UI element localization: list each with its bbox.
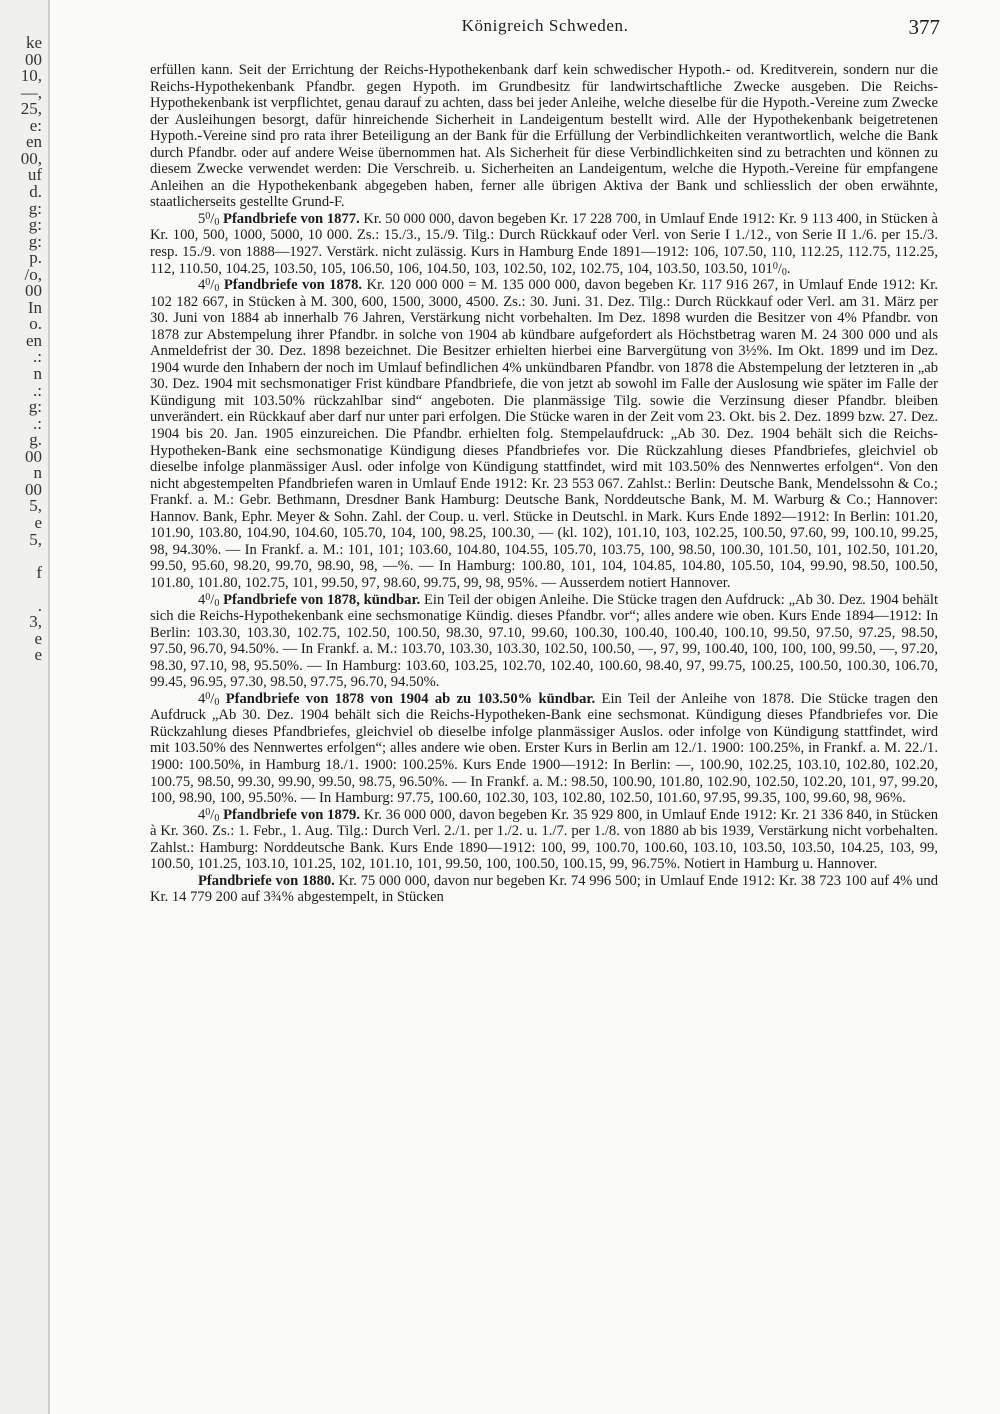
margin-fragment: n bbox=[33, 364, 42, 383]
entry-pfandbriefe-1879 bbox=[150, 807, 938, 873]
margin-fragment: p. bbox=[29, 248, 42, 268]
entry-text: Kr. 120 000 000 = M. 135 000 000, davon begeben Kr. 117 916 267, in Umlauf Ende 1912: Kr. 102 182 667, in Stücken à M. 300, 600, 1500, 3000, 4500. Zs.: 30. Juni. 31. Dez. Tilg.: Durch Rückkauf oder Verl. am 31. März per 30. Juni von 1884 ab innerhalb 76 Jahren, Verstärkung nicht vorbehalten. Im Dez. 1898 wurden die Besitzer von 4% Pfandbr. von 1878 zur Abstempelung ihrer Pfandbr. in solche von 1904 ab kündbare aufgefordert als Höchstbetrag waren M. 24 300 000 und als Anmeldefrist der 30. Dez. 1898 bezeichnet. Die Besitzer erhielten hierbei eine Barvergütung von 3½%. Im Okt. 1899 und im Dez. 1904 wurde den Inhabern der noch im Umlauf befindlichen 4% unkündbaren Pfandbr. von 1878 die Abstempelung der letzteren in „ab 30. Dez. 1904 mit sechsmonatiger Frist kündbare Pfandbriefe, die von jetzt ab sowohl im Falle der Auslosung wie später im Falle der Kündigung mit 103.50% rückzahlbar sind“ angeboten. Die planmässige Tilg. sowie die Verzinsung dieser Pfandbr. bleiben unverändert. ein Rückkauf aber darf nur unter pari erfolgen. Die Stücke waren in der Zeit vom 23. Okt. bis 2. Dez. 1899 bzw. 27. Dez. 1904 bis 20. Jan. 1905 einzureichen. Die Pfandbr. erhielten folg. Stempelaufdruck: „Ab 30. Dez. 1904 behält sich die Reichs-Hypotheken-Bank eine sechsmonatige Kündigung dieses Pfandbriefes vor. Die Rückzahlung dieses Pfandbriefes, gleichviel ob dieselbe infolge planmässiger Ausl. oder infolge von Kündigung stattfindet, wird mit 103.50% des Nennwertes erfolgen“. Von den nicht abgestempelten Pfandbriefen waren in Umlauf Ende 1912: Kr. 23 553 067. Zahlst.: Berlin: Deutsche Bank, Mendelssohn & Co.; Frankf. a. M.: Gebr. Bethmann, Dresdner Bank Hamburg: Deutsche Bank, Norddeutsche Bank, M. M. Warburg & Co.; Hannover: Hannov. Bank, Ephr. Meyer & Sohn. Zahl. der Coup. u. verl. Stücke in Deutschl. in Mark. Kurs Ende 1892—1912: In Berlin: 101.20, 101.90, 103.80, 104.90, 104.60, 105.70, 104, 100, 98.25, 100.30, — (kl. 102), 101.10, 103, 102.25, 100.50, 97.60, 99, 100.10, 99.25, 98, 94.30%. — In Frankf. a. M.: 101, 101; 103.60, 104.80, 104.55, 105.70, 103.75, 100, 98.50, 100.30, 101.50, 101, 102.50, 101.20, 99.50, 95.60, 98.20, 99.70, 98.90, 98, —%. — In Hamburg: 100.80, 101, 104, 104.85, 104.80, 105.50, 104, 99.90, 98.50, 100.50, 101.80, 101.80, 102.75, 101, 99.50, 97, 98.60, 99.75, 99, 98, 95%. — Ausserdem notiert Hannover. bbox=[150, 277, 938, 591]
entry-pfandbriefe-1877: $5^0/_0$ Pfandbriefe von 1877. Kr. 50 000 000, davon begeben Kr. 17 228 700, in Umlauf Ende 1912: Kr. 9 113 400, in Stücken à Kr. 100, 500, 1000, 5000, 10 000. Zs.: 15./3., 15./9. Tilg.: Durch Rückkauf oder Verl. von Serie I 1./12., von Serie II 1./6. per 15./3. resp. 15./9. von 1888—1927. Verstärk. nicht zulässig. Kurs in Hamburg Ende 1891—1912: 106, 107.50, 110, 112.25, 112.75, 112.25, 112, 110.50, 104.25, 103.50, 105, 106.50, 106, 104.50, 103, 102.50, 102, 102.75, 104, 103.50, 103.50, $101^0/_0$. bbox=[150, 210, 938, 278]
entry-pfandbriefe-1878-1904 bbox=[150, 691, 938, 807]
margin-fragment: n bbox=[33, 463, 42, 483]
margin-fragment: g: bbox=[28, 198, 42, 218]
margin-fragment: d. bbox=[29, 181, 42, 201]
margin-fragment: g: bbox=[28, 231, 42, 251]
margin-fragment: /o, bbox=[24, 264, 42, 284]
margin-fragment: g: bbox=[28, 397, 42, 417]
margin-fragment: 5, bbox=[29, 529, 42, 549]
margin-fragment: —, bbox=[20, 82, 42, 102]
margin-fragment: uf bbox=[27, 165, 42, 185]
page-header bbox=[150, 16, 940, 42]
margin-fragment: e bbox=[34, 512, 42, 532]
page-body bbox=[150, 62, 938, 906]
margin-fragment: 25, bbox=[20, 99, 42, 119]
entry-heading: Pfandbriefe von 1880. bbox=[198, 872, 335, 889]
entry-heading: Pfandbriefe von 1878 von 1904 ab zu 103.50% kündbar. bbox=[225, 690, 596, 707]
entry-heading: Pfandbriefe von 1879. bbox=[223, 806, 360, 823]
margin-fragment: . bbox=[37, 595, 42, 615]
margin-fragment: .: bbox=[33, 380, 42, 400]
margin-fragment: f bbox=[36, 562, 42, 582]
entry-text: Kr. 50 000 000, davon begeben Kr. 17 228 700, in Umlauf Ende 1912: Kr. 9 113 400, in Stücken à Kr. 100, 500, 1000, 5000, 10 000. Zs.: 15./3., 15./9. Tilg.: Durch Rückkauf oder Verl. von Serie I 1./12., von Serie II 1./6. per 15./3. resp. 15./9. von 1888—1927. Verstärk. nicht zulässig. Kurs in Hamburg Ende 1891—1912: 106, 107.50, 110, 112.25, 112.75, 112.25, 112, 110.50, 104.25, 103.50, 105, 106.50, 106, 104.50, 103, 102.50, 102, 102.75, 104, 103.50, 103.50, 101 bbox=[150, 210, 938, 277]
paragraph-intro: erfüllen kann. Seit der Errichtung der Reichs-Hypothekenbank darf kein schwedischer Hypoth.- od. Kreditverein, sondern nur die Reichs-Hypothekenbank Pfandbr. gegen Hypoth. im Grundbesitz für landwirtschaftliche Zwecke ausgeben. Die Reichs-Hypothekenbank ist verpflichtet, genau darauf zu achten, dass bei jeder Anleihe, welche dieselbe für die Hypoth.-Vereine zum Zwecke der Ausleihungen besorgt, dafür hinreichende Sicherheit in Landeigentum bestellt wird. Alle der Hypothekenbank beigetretenen Hypoth.-Vereine sind pro rata ihrer Beteiligung an der Bank für die Erfüllung der Verbindlichkeiten verantwortlich, welche die Bank durch Pfandbr. oder auf andere Weise übernommen hat. Als Sicherheit für diese Verbindlichkeiten sind zu betrachten und können zu diesem Zwecke verwendet werden: Die Verschreib. u. Sicherheiten an Landeigentum, welche die Hypoth.-Vereine für empfangene Anleihen an die Hypothekenbank abgegeben haben, ferner alle übrigen Aktiva der Bank und schliesslich der oben erwähnte, staatlicherseits gestellte Grund-F. bbox=[150, 62, 938, 211]
margin-fragment: 00, bbox=[20, 148, 42, 168]
entry-pfandbriefe-1880 bbox=[150, 873, 938, 906]
entry-heading: Pfandbriefe von 1878, kündbar. bbox=[223, 591, 421, 608]
margin-fragment: .: bbox=[33, 413, 42, 433]
entry-pfandbriefe-1878-kuendbar bbox=[150, 592, 938, 691]
margin-fragment: 00 bbox=[25, 49, 42, 69]
margin-fragment: 5, bbox=[29, 496, 42, 516]
margin-fragment: 00 bbox=[25, 479, 42, 499]
margin-fragment: e bbox=[34, 645, 42, 665]
interest-rate: $4^0/_0$ bbox=[198, 690, 220, 708]
margin-fragment: 10, bbox=[20, 66, 42, 86]
margin-fragment: g. bbox=[29, 430, 42, 450]
entry-text: Kr. 36 000 000, davon begeben Kr. 35 929 800, in Umlauf Ende 1912: Kr. 21 336 840, in Stücken à Kr. 360. Zs.: 1. Febr., 1. Aug. Tilg.: Durch Verl. 2./1. per 1./2. u. 1./7. per 1./8. von 1880 ab bis 1939, Verstärkung nicht vorbehalten. Zahlst.: Hamburg: Norddeutsche Bank. Kurs Ende 1890—1912: 100, 99, 100.70, 100.60, 103.10, 103.50, 103.50, 104.25, 103, 99, 100.50, 101.25, 103.10, 101.25, 102, 101.10, 101, 99.50, 100, 100.50, 100.15, 99, 96.75%. Notiert in Hamburg u. Hannover. bbox=[150, 806, 938, 873]
page-number: 377 bbox=[908, 15, 940, 39]
margin-fragment: e: bbox=[29, 115, 42, 135]
interest-rate: $4^0/_0$ bbox=[198, 277, 220, 295]
margin-fragment: g: bbox=[28, 215, 42, 235]
entry-heading: Pfandbriefe von 1877. bbox=[223, 210, 360, 227]
margin-fragment: 00 bbox=[25, 281, 42, 301]
margin-fragment: In bbox=[27, 297, 42, 317]
margin-fragment: ke bbox=[25, 33, 42, 52]
entry-text: Ein Teil der obigen Anleihe. Die Stücke tragen den Aufdruck: „Ab 30. Dez. 1904 behält sich die Reichs-Hypothekenbank eine sechsmonatige Kündig. dieses Pfandbr. vor“; alles andere wie oben. Kurs Ende 1894—1912: In Berlin: 103.30, 103.30, 102.75, 102.50, 100.50, 98.30, 97.10, 99.60, 100.30, 100.40, 100.40, 100.10, 99.50, 97.50, 97.25, 98.50, 97.50, 96.70, 94.50%. — In Frankf. a. M.: 103.70, 103.30, 103.30, 102.50, 100.50, —, 97, 99, 100.40, 100, 100, 100, 99.50, —, 97.20, 98.30, 97.10, 98, 95.50%. — In Hamburg: 103.60, 103.25, 102.70, 102.40, 100.60, 98.40, 97, 99.75, 100.25, 100.50, 100.30, 106.70, 99.45, 96.95, 97.30, 98.50, 97.75, 96.70, 94.50%. bbox=[150, 591, 939, 691]
interest-rate: $5^0/_0$ bbox=[198, 210, 220, 228]
adjacent-page-edge bbox=[0, 0, 50, 1414]
margin-fragment: e bbox=[34, 628, 42, 648]
interest-rate: $4^0/_0$ bbox=[198, 806, 220, 824]
margin-fragment: en bbox=[25, 132, 42, 152]
margin-fragment: 00 bbox=[25, 446, 42, 466]
running-title: Königreich Schweden. bbox=[461, 16, 629, 35]
interest-rate: $4^0/_0$ bbox=[198, 591, 220, 609]
entry-text: Kr. 75 000 000, davon nur begeben Kr. 74 996 500; in Umlauf Ende 1912: Kr. 38 723 100 auf 4% und Kr. 14 779 200 auf 3¾% abgestempelt, in Stücken bbox=[150, 872, 938, 906]
margin-fragment: o. bbox=[29, 314, 42, 334]
margin-fragment: .: bbox=[33, 347, 42, 367]
entry-heading: Pfandbriefe von 1878. bbox=[223, 277, 363, 294]
margin-fragment: en bbox=[25, 330, 42, 350]
margin-fragment: 3, bbox=[29, 612, 42, 632]
entry-pfandbriefe-1878 bbox=[150, 277, 938, 591]
entry-text: Ein Teil der Anleihe von 1878. Die Stücke tragen den Aufdruck „Ab 30. Dez. 1904 behält sich die Reichs-Hypotheken-Bank eine sechsmonat. Kündigung dieses Pfandbriefes vor. Die Rückzahlung dieses Pfandbriefes, gleichviel ob dieselbe infolge planmässiger Auslos. oder infolge von Kündigung stattfindet, wird mit 103.50% des Nennwertes erfolgen“; alles andere wie oben. Erster Kurs in Berlin am 12./1. 1900: 100.25%, in Frankf. a. M. 22./1. 1900: 100.50%, in Hamburg 18./1. 1900: 100.25%. Kurs Ende 1900—1912: In Berlin: —, 100.90, 102.25, 103.10, 102.80, 102.20, 100.75, 98.50, 99.30, 99.90, 99.50, 98.75, 96.50%. — In Frankf. a. M.: 98.50, 100.90, 101.80, 102.90, 102.50, 102.20, 101, 97, 99.20, 100, 98.90, 100, 95.50%. — In Hamburg: 97.75, 100.60, 102.30, 103, 102.80, 102.50, 101.60, 97.95, 99.35, 100, 99.60, 98, 96%. bbox=[150, 690, 938, 807]
